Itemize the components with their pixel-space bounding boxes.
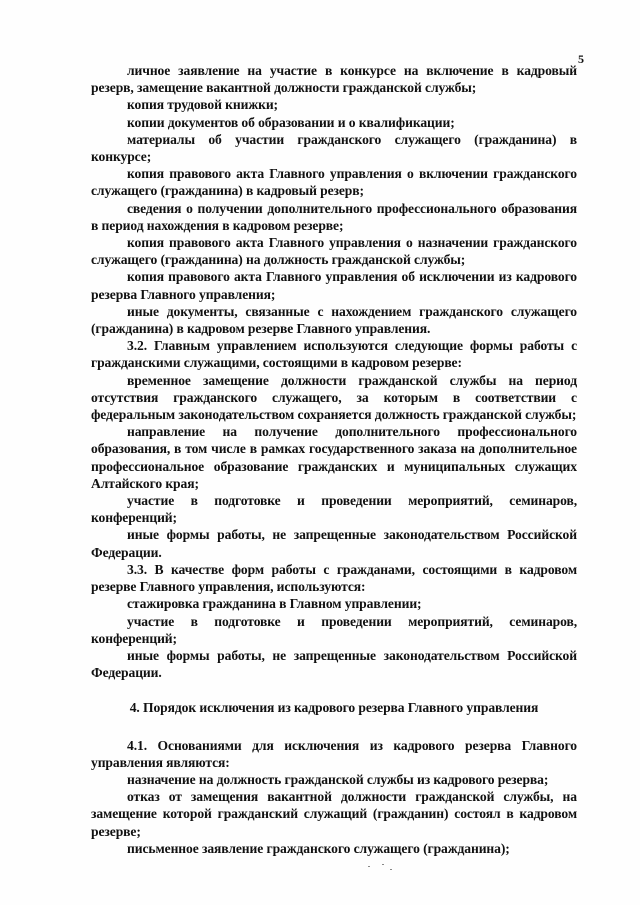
paragraph: назначение на должность гражданской службы из кадрового резерва; — [127, 771, 549, 787]
section-heading: 4. Порядок исключения из кадрового резерва Главного управления — [129, 700, 539, 716]
paragraph: личное заявление на участие в конкурсе на включение в кадровый резерв, замещение вакантной должности гражданской службы; — [91, 63, 577, 96]
paragraph: 4.1. Основаниями для исключения из кадрового резерва Главного управления являются: — [91, 737, 577, 770]
paragraph: временное замещение должности гражданской службы на период отсутствия гражданского служащего, за которым в соответствии с федеральным законодательством сохраняется должность гражданской службы; — [91, 372, 577, 423]
paragraph: иные формы работы, не запрещенные законодательством Российской Федерации. — [91, 647, 577, 681]
paragraph: участие в подготовке и проведении мероприятий, семинаров, конференций; — [91, 493, 577, 526]
document-body — [91, 62, 577, 857]
paragraph: стажировка гражданина в Главном управлении; — [127, 596, 422, 612]
paragraph: участие в подготовке и проведении мероприятий, семинаров, конференций; — [91, 613, 577, 646]
paragraph: письменное заявление гражданского служащего (гражданина); — [127, 840, 510, 856]
paragraph: копия правового акта Главного управления о включении гражданского служащего (гражданина) в кадровый резерв; — [91, 166, 577, 199]
paragraph: иные документы, связанные с нахождением гражданского служащего (гражданина) в кадровом резерве Главного управления. — [91, 303, 577, 337]
paragraph: сведения о получении дополнительного профессионального образования в период нахождения в кадровом резерве; — [91, 200, 577, 233]
paragraph-group-after-heading — [91, 737, 577, 857]
paragraph: материалы об участии гражданского служащего (гражданина) в конкурсе; — [91, 131, 577, 165]
scan-specks — [368, 862, 408, 874]
paragraph: копии документов об образовании и о квалификации; — [127, 114, 455, 130]
paragraph: направление на получение дополнительного профессионального образования, в том числе в рамках государственного заказа на дополнительное профессиональное образование гражданских и муниципальных служащих Алтайского края; — [91, 424, 577, 491]
page-number: 5 — [578, 52, 584, 66]
paragraph: 3.2. Главным управлением используются следующие формы работы с гражданскими служащими, состоящими в кадровом резерве: — [91, 338, 577, 371]
paragraph: копия трудовой книжки; — [127, 97, 278, 113]
paragraph: копия правового акта Главного управления о назначении гражданского служащего (гражданина) на должность гражданской службы; — [91, 235, 577, 268]
paragraph: отказ от замещения вакантной должности гражданской службы, на замещение которой гражданский служащий (гражданин) состоял в кадровом резерве; — [91, 789, 577, 839]
paragraph: иные формы работы, не запрещенные законодательством Российской Федерации. — [91, 527, 577, 560]
paragraph: 3.3. В качестве форм работы с гражданами, состоящими в кадровом резерве Главного управления, используются: — [91, 561, 577, 595]
paragraph: копия правового акта Главного управления об исключении из кадрового резерва Главного управления; — [91, 269, 577, 302]
paragraph-group-before-heading — [91, 62, 577, 681]
